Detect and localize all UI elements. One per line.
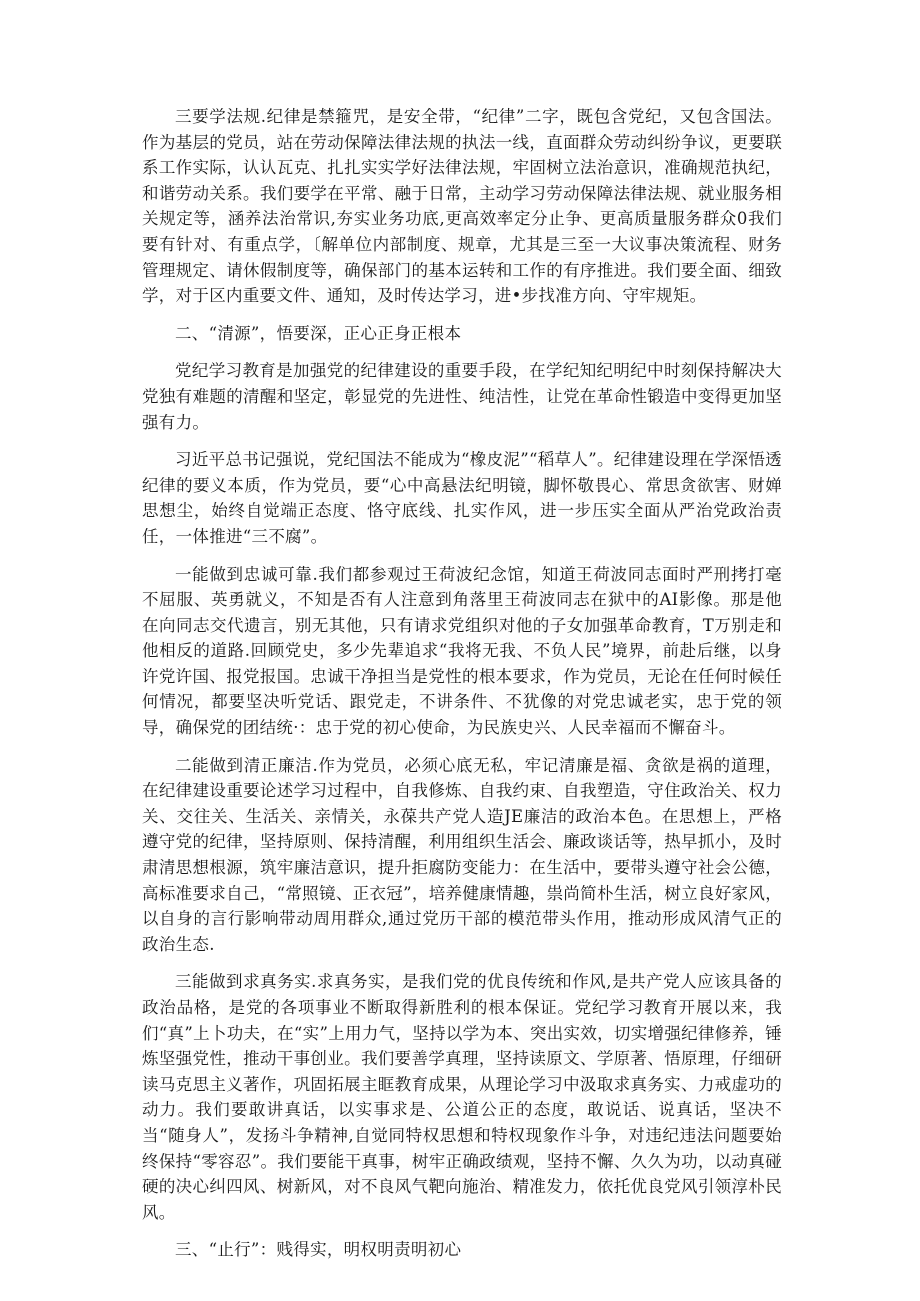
document-page [142,104,782,1275]
paragraph-discipline-education: 党纪学习教育是加强党的纪律建设的重要手段，在学纪知纪明纪中时刻保持解决大党独有难题的清醒和坚定，彰显党的先进性、纯洁性，让党在革命性锻造中变得更加坚强有力。 [142,361,782,432]
paragraph-integrity: 二能做到清正廉洁.作为党员，必须心底无私，牢记清廉是福、贪欲是祸的道理，在纪律建设重要论述学习过程中，自我修炼、自我约束、自我塑造，守住政治关、权力关、交往关、生活关、亲情关，永葆共产党人造JE廉洁的政治本色。在思想上，严格遵守党的纪律，坚持原则、保持清醒，利用组织生活会、廉政谈话等，热早抓小，及时肃清思想根源，筑牢廉洁意识，提升拒腐防变能力：在生活中，要带头遵守社会公德，高标准要求自己，“常照镜、正衣冠”，培养健康情趣，祟尚简朴生活，树立良好家风，以自身的言行影响带动周用群众,通过党历干部的模范带头作用，推动形成风清气正的政治生态. [142,755,782,954]
paragraph-loyalty: 一能做到忠诚可靠.我们都参观过王荷波纪念馆，知道王荷波同志面时严刑拷打毫不屈服、英勇就义，不知是否有人注意到角落里王荷波同志在狱中的AI影像。那是他在向同志交代遗言，别无其他，只有请求党组织对他的子女加强革命教育，T万别走和他相反的道路.回顾党史，多少先辈追求“我将无我、不负人民”境界，前赴后继，以身许党许国、报党报国。忠诚干净担当是党性的根本要求，作为党员，无论在任何时候任何情况，都要坚决听党话、跟党走，不讲条件、不犹像的对党忠诚老实，忠于党的领导，确保党的团结统·：忠于党的初心使命，为民族史兴、人民幸福而不懈奋斗。 [142,564,782,738]
paragraph-study-regulations: 三要学法规.纪律是禁箍咒，是安全带，“纪律”二字，既包含党纪，又包含国法。作为基层的党员，站在劳动保障法律法规的执法一线，直面群众劳动纠纷争议，更要联系工作实际，认认瓦克、扎扎实实学好法律法规，牢固树立法治意识，准确规范执纪，和谐劳动关系。我们要学在平常、融于日常，主动学习劳动保障法律法规、就业服务相关规定等，涵养法治常识,夯实业务功底,更高效率定分止争、更高质量服务群众0我们要有针对、有重点学，〔解单位内部制度、规章，尤其是三至一大议事决策流程、财务管理规定、请休假制度等，确保部门的基本运转和工作的有序推进。我们要全面、细致学，对于区内重要文件、通知，及时传达学习，进•步找准方向、守牢规矩。 [142,107,782,306]
section-heading-zhixing: 三、“止行”：贱得实，明权明责明初心 [175,1240,462,1260]
section-heading-qingyuan: 二、“清源”，悟要深，正心正身正根本 [175,323,462,343]
paragraph-pragmatism: 三能做到求真务实.求真务实，是我们党的优良传统和作风,是共产党人应该具备的政治品格，是党的各项事业不断取得新胜利的根本保证。党纪学习教育开展以来，我们“真”上卜功夫，在“实”上用力气，坚持以学为本、突出实效，切实增强纪律修养，锤炼坚强党性，推动干事创业。我们要善学真理，坚持读原文、学原著、悟原理，仔细研读马克思主义著作，巩固拓展主眶教育成果，从理论学习中汲取求真务实、力戒虚功的动力。我们要敢讲真话，以实事求是、公道公正的态度，敢说话、说真话，坚决不当“随身人”，发扬斗争精神,自觉同特权思想和特权现象作斗争，对违纪违法问题要始终保持“零容忍”。我们要能干真事，树牢正确政绩观，坚持不懈、久久为功，以动真碰硬的决心纠四风、树新风，对不良风气靶向施治、精准发力，依托优良党风引领淳朴民风。 [142,972,782,1222]
paragraph-xi-quote: 习近平总书记强说，党纪国法不能成为“橡皮泥”“稻草人”。纪律建设理在学深悟透纪律的要义本质，作为党员，要“心中高悬法纪明镜，脚怀敬畏心、常思贪欲害、财婵思想尘，始终自觉端正态度、恪守底线、扎实作风，进一步压实全面从严治党政治责任，一体推进“三不腐”。 [142,450,782,546]
